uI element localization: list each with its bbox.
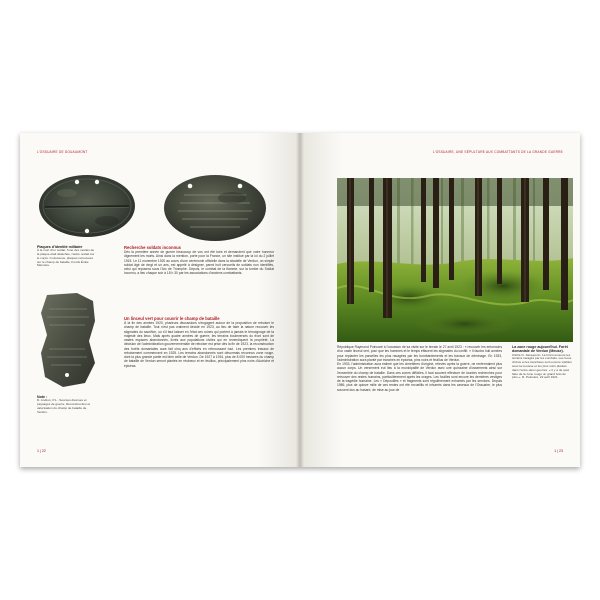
right-page (300, 133, 580, 467)
left-page-number: 1 | 22 (37, 449, 46, 453)
section-title-unknown-soldiers: Recherche soldats inconnus (124, 245, 182, 250)
identity-tag-caption (37, 245, 97, 268)
right-body-text (337, 345, 502, 445)
section-body-unknown-soldiers: Dès la première année de guerre beaucoup de vos ont été tués et demandent que votre honneur dignement les morts. Ainsi dans la mention, porte pour la France, un site institué par la loi du 2 juillet 1915. Le 11 novembre 1920 au cours d'une cérémonie officielle dans la citadelle de Verdun, un simple soldat âgé de vingt et un ans, est appelé à désigner, parmi huit cercueils de soldats non identifiés, celui qui reposera sous l'Arc de Triomphe. Depuis, le combat de la flamme, sur la tombe du Soldat inconnu, a lieu chaque soir à 18 h 30 par les associations d'anciens combattants. (124, 250, 274, 276)
left-running-head: L'OSSUAIRE DE DOUAUMONT (37, 150, 88, 154)
identity-tag-photo-1 (37, 173, 137, 239)
lower-caption (37, 395, 97, 414)
section-green-shroud (124, 316, 274, 368)
lower-caption-text: D. Andron, P.L., Sources diverses et paysages de guerre. Reconstruction et valorisation du champ de bataille de Verdun. (37, 398, 91, 414)
section-title-green-shroud: Un linceul vert pour couvrir le champ de bataille (124, 316, 220, 321)
broken-identity-tag-photo (37, 291, 99, 389)
photo-caption-title: La zone rouge aujourd'hui. Forêt domaniale de Verdun (Meuse). (512, 345, 568, 354)
caption-title: Plaques d'identité militaire (37, 245, 83, 249)
right-body-paragraphs: République Raymond Poincaré à l'occasion de sa visite sur le terrain le 27 avril 1923 : « recouvrir les entonnoirs d'un vaste linceul vert, pour que les hommes et le temps effacent les stigmates du conflit. » Il faudra huit années pour replanter les parcelles les plus ravagées par les bombardements et les travaux de déminage. En 1933, l'administration aura planté par tranches en épicéas, pins noirs et feuillus de Verdun. En 1933, l'administration aura estimé que les cimetières d'origine, relevés après la guerre, ne renfermaient plus aucun corps. Un versement eut lieu à la municipalité de Verdun avec une quinzaine d'ossements ainsi sur l'ensemble du champ de bataille. Dans ces zones difficiles, il faut souvent effectuer de lourdes recherches pour retrouver des restes humains, particulièrement après les orages. Les fouilles sont encore les dernières vestiges de la tragédie humaine. Les « Dépouilles » et fragments sont régulièrement exhumés par les services. Depuis 1986, plus de quinze mille de ces restes ont été recueillis et inhumés dans les caveaux de l'Ossuaire, le plus souvent dus au hasard, de mise au jour de (337, 345, 502, 392)
forest-photo-caption (512, 345, 572, 380)
lower-caption-title: Note : (37, 395, 48, 399)
photo-caption-text: Cliché D. Jacquemin. La forêt recouvre les terrains ravagés par les combats. Les trous d'obus et les tranchées sont encore visibles sous la mousse et les pins noirs plantés dans l'entre-deux-guerres. « Il y a de quoi faire de la zone rouge un grand bois de pins », R. Poincaré, 22 avril 1921. (512, 352, 572, 380)
section-unknown-soldiers (124, 245, 274, 276)
right-running-head: L'OSSUAIRE, UNE SÉPULTURE AUX COMBATTANTS DE LA GRANDE GUERRE (432, 150, 563, 154)
caption-text: À la mort d'un soldat, l'une des moitiés de la plaque était détachée, l'autre restait sur le corps. Ci-dessous, plaques retrouvées sur le champ de bataille, Fonds Émile Mémoire. (37, 248, 95, 268)
book-spread (20, 133, 580, 467)
left-page (20, 133, 300, 467)
section-body-green-shroud: À la fin des années 1920, plusieurs discussions s'engagent autour de la proposition de reboiser le champ de bataille. Tout n'est pas vraiment décidé en 1923, au lieu de faire la nature recouvrir les stigmates du sacrifice, ou s'il faut laisser en l'état ces ruines qui portent à jamais le témoignage de la majesté des lieux. Mais après quatre années de guerre, les terrains bouleversés du front sont de vastes espaces abandonnés, livrés aux populations civiles qui en revendiquent la propriété. La décision de l'administration gouvernementale de reboiser est prise dès la fin de 1923, la reconstruction des forêts domaniales aura fait cinq ans d'efforts en rebroussant tout. Les premiers travaux de reboisement commencent en 1925. Les terrains abandonnés sont désormais reconnus zone rouge, dont la plus grande partie est bien celle de Verdun. De 1927 à 1934, plus de 8 000 hectares du champ de bataille de Verdun seront plantés en résineux et en feuillus, principalement pins noirs d'Autriche et épicéas. (124, 321, 274, 368)
right-page-number: 1 | 23 (554, 449, 563, 453)
forest-photo (337, 178, 573, 342)
book-gutter (296, 133, 304, 467)
identity-tag-photo-2 (162, 173, 268, 243)
